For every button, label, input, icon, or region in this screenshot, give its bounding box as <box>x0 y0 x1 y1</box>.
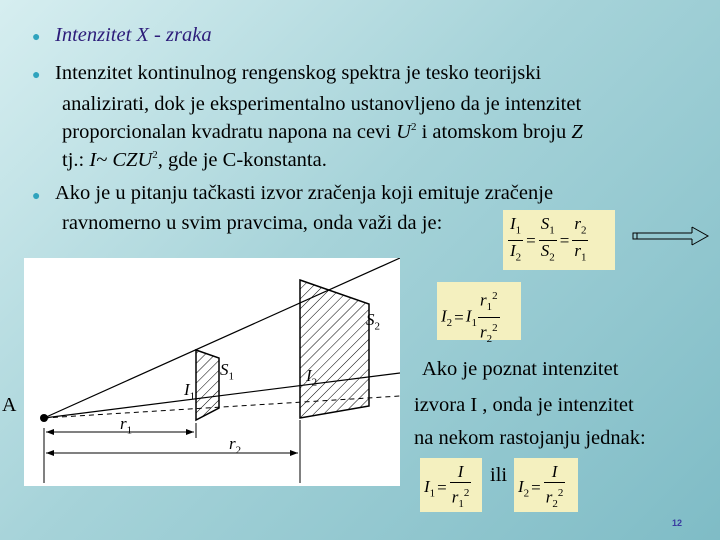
paragraph-line: ravnomerno u svim pravcima, onda važi da je: <box>62 212 443 234</box>
right-text-line: izvora I , onda je intenzitet <box>414 394 634 416</box>
surface-s2 <box>300 280 369 418</box>
or-label: ili <box>490 464 508 486</box>
formula-inline: I~ CZU <box>89 149 153 171</box>
right-text-line: na nekom rastojanju jednak: <box>414 427 646 449</box>
text-fragment: tj.: <box>62 149 90 171</box>
paragraph-line <box>62 121 583 144</box>
point-a <box>40 414 48 422</box>
label-r1: $r_1$ <box>120 414 133 437</box>
right-text-line: Ako je poznat intenzitet <box>422 358 619 380</box>
var-u: U <box>396 121 411 143</box>
text-fragment: proporcionalan kvadratu napona na cevi <box>62 121 397 143</box>
exp: 2 <box>152 149 158 162</box>
label-r2: $r_2$ <box>229 434 242 457</box>
bullet-dot: ● <box>32 189 41 204</box>
formula-i2-alt: $I_2$ = $\frac{I}{r_2^2}$ <box>514 458 578 512</box>
label-s1: $S_1$ <box>220 360 234 383</box>
paragraph-line: Intenzitet kontinulnog rengenskog spektra je tesko teorijski <box>55 62 542 84</box>
label-i2: $I_2$ <box>306 366 318 389</box>
paragraph-line: Ako je u pitanju tačkasti izvor zračenja koji emituje zračenje <box>55 182 554 204</box>
label-s2: $S_2$ <box>366 310 380 333</box>
bullet-dot: ● <box>32 30 41 45</box>
arrow-right-icon <box>632 225 712 247</box>
slide-title: Intenzitet X - zraka <box>55 24 212 46</box>
formula-i2: $I_2 = I_1$ $\frac{r_1^2}{r_2^2}$ <box>437 282 521 340</box>
exp: 2 <box>410 121 417 134</box>
page-number: 12 <box>671 518 682 528</box>
paragraph-line: analizirati, dok je eksperimentalno ustanovljeno da je intenzitet <box>62 93 582 115</box>
label-a: A <box>2 394 17 416</box>
var-z: Z <box>571 121 583 143</box>
bullet-dot: ● <box>32 68 41 83</box>
text-fragment: i atomskom broju <box>421 121 572 143</box>
label-i1: $I_1$ <box>184 380 196 403</box>
surface-s1 <box>196 350 219 420</box>
text-fragment: , gde je C-konstanta. <box>157 149 327 171</box>
paragraph-line <box>62 149 327 172</box>
formula-ratio: $\frac{I_1}{I_2}$ = $\frac{S_1}{S_2}$ = $\frac{r_2}{r_1}$ <box>503 210 615 270</box>
point-source-diagram <box>2 258 400 486</box>
formula-i1: $I_1$ = $\frac{I}{r_1^2}$ <box>420 458 482 512</box>
